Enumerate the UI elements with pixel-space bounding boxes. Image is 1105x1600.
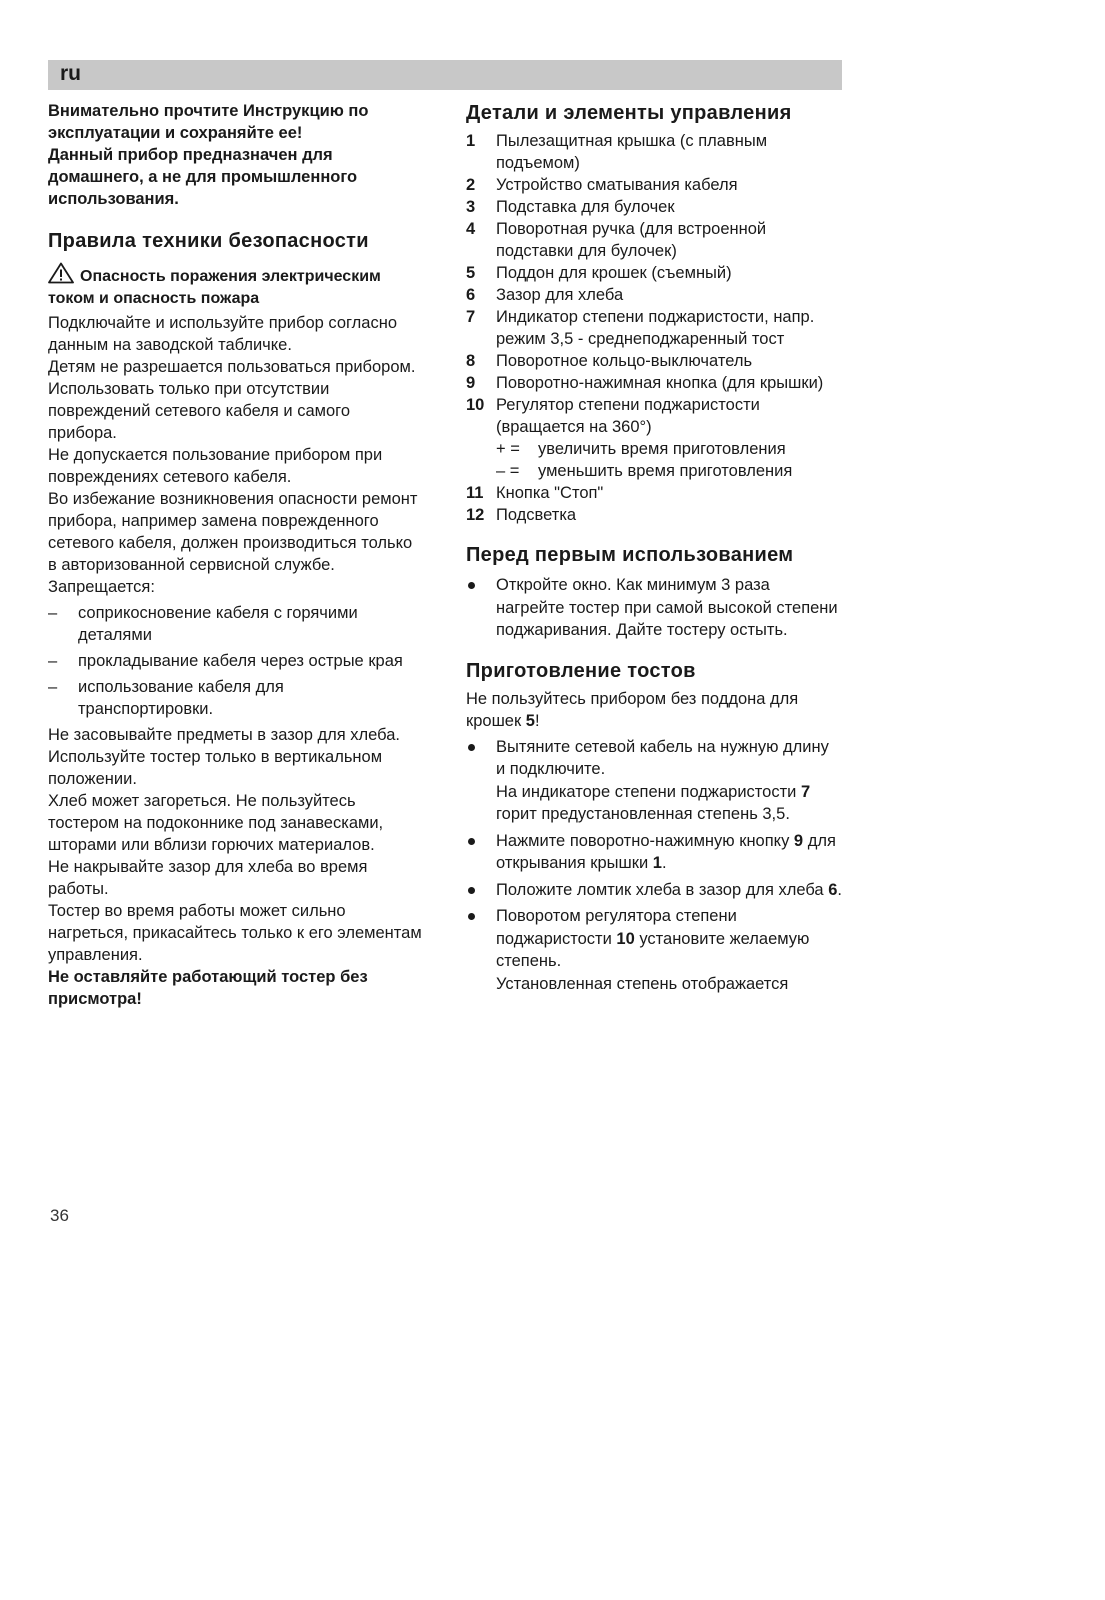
warning-title-text: Опасность поражения электрическим током и опасность пожара [48,268,381,307]
list-item: 10 Регулятор степени поджаристости (вращается на 360°) [466,396,760,436]
safety-paragraph: Детям не разрешается пользоваться прибором. [48,358,416,376]
safety-paragraphs-a [48,312,422,598]
toast-intro: Не пользуйтесь прибором без поддона для крошек 5! [466,689,799,730]
list-item: 11 Кнопка "Стоп" [466,484,604,502]
safety-paragraph: Не допускается пользование прибором при повреждениях сетевого кабеля. [48,446,383,486]
bullet-icon [468,887,475,894]
safety-paragraph: Тостер во время работы может сильно нагреться, прикасайтесь только к его элементам управления. [48,902,422,964]
list-item: 5 Поддон для крошек (съемный) [466,264,732,282]
list-item: 2 Устройство сматывания кабеля [466,176,738,194]
safety-paragraph: Подключайте и используйте прибор согласно данным на заводской табличке. [48,314,398,354]
warning-heading [48,262,422,310]
list-item: Поворотом регулятора степени поджаристости 10 установите желаемую степень. Установленная степень отображается [466,905,842,995]
list-item: 12 Подсветка [466,506,577,524]
language-code: ru [60,62,81,85]
language-header-bar [48,60,842,90]
list-item: 9 Поворотно-нажимная кнопка (для крышки) [466,374,824,392]
page-number: 36 [50,1206,69,1225]
dash-marker: – [48,678,58,696]
list-item: Нажмите поворотно-нажимную кнопку 9 для открывания крышки 1. [466,830,842,875]
first-use-list [466,574,842,642]
safety-paragraph: Используйте тостер только в вертикальном положении. [48,748,383,788]
regulator-sublist [466,438,842,482]
safety-heading: Правила техники безопасности [48,230,369,252]
intro-read-instructions: Внимательно прочтите Инструкцию по эксплуатации и сохраняйте ее! [48,102,369,142]
list-item: – прокладывание кабеля через острые края [48,652,403,670]
list-item: Вытяните сетевой кабель на нужную длину и подключите. На индикаторе степени поджаристости 7 горит предустановленная степень 3,5. [466,736,842,826]
safety-paragraph: Хлеб может загореться. Не пользуйтесь тостером на подоконнике под занавесками, шторами или вблизи горючих материалов. [48,792,384,854]
warning-block [48,262,422,310]
forbidden-intro: Запрещается: [48,578,155,596]
list-item: – = уменьшить время приготовления [496,462,793,480]
list-item: 7 Индикатор степени поджаристости, напр. режим 3,5 - среднеподжаренный тост [466,308,815,348]
toast-steps [466,736,842,996]
unattended-warning: Не оставляйте работающий тостер без присмотра! [48,968,368,1008]
list-item: + = увеличить время приготовления [496,440,786,458]
list-item: 4 Поворотная ручка (для встроенной подставки для булочек) [466,220,767,260]
safety-paragraph: Во избежание возникновения опасности ремонт прибора, например замена поврежденного сетевого кабеля, должен производиться только в авторизованной сервисной службе. [48,490,418,574]
right-column [466,100,842,999]
bullet-icon [468,582,475,589]
parts-list-end [466,482,842,526]
safety-paragraph: Не накрывайте зазор для хлеба во время работы. [48,858,368,898]
list-item: 6 Зазор для хлеба [466,286,624,304]
forbidden-list [48,602,422,720]
list-item: Положите ломтик хлеба в зазор для хлеба 6. [466,879,842,902]
dash-marker: – [48,604,58,622]
first-use-heading: Перед первым использованием [466,544,794,566]
list-item: Откройте окно. Как минимум 3 раза нагрейте тостер при самой высокой степени поджаривания. Дайте тостеру остыть. [466,574,842,642]
warning-triangle-icon [48,262,74,284]
toast-heading: Приготовление тостов [466,659,696,682]
safety-paragraphs-b [48,724,422,1010]
list-item: 1 Пылезащитная крышка (с плавным подъемом) [466,132,768,172]
dash-marker: – [48,652,58,670]
bullet-icon [468,838,475,845]
bullet-icon [468,744,475,751]
safety-paragraph: Не засовывайте предметы в зазор для хлеба. [48,726,400,744]
safety-paragraph: Использовать только при отсутствии повреждений сетевого кабеля и самого прибора. [48,380,350,442]
list-item: 8 Поворотное кольцо-выключатель [466,352,753,370]
parts-list [466,130,842,438]
list-item: – использование кабеля для транспортировки. [48,678,284,718]
list-item: 3 Подставка для булочек [466,198,675,216]
intro-household-use: Данный прибор предназначен для домашнего, а не для промышленного использования. [48,146,358,208]
list-item: – соприкосновение кабеля с горячими деталями [48,604,358,644]
parts-heading: Детали и элементы управления [466,102,792,124]
left-column [48,100,422,1010]
bullet-icon [468,913,475,920]
